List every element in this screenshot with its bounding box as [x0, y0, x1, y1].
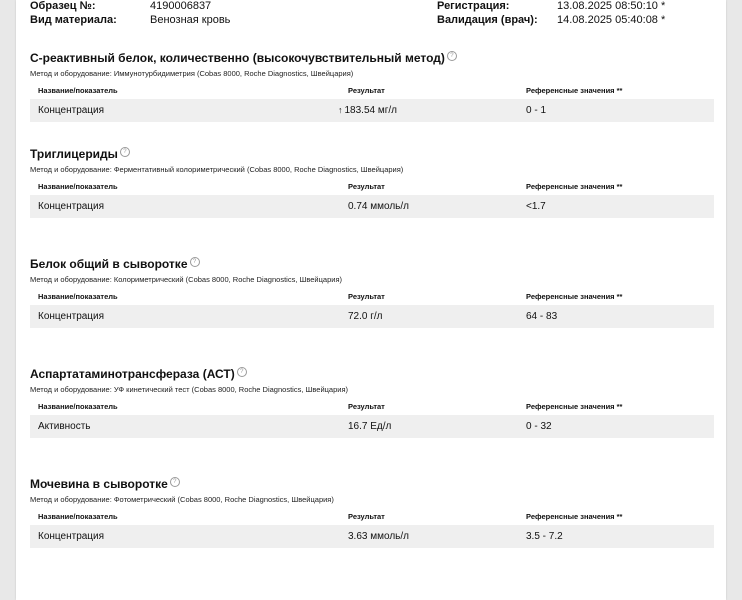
test-title — [30, 476, 714, 492]
col-name: Название/показатель — [38, 292, 118, 301]
col-reference: Референсные значения ** — [526, 86, 623, 95]
question-circle-icon[interactable]: ? — [190, 257, 200, 267]
result-value: 16.7 Ед/л — [348, 421, 392, 432]
result-cell — [338, 99, 397, 122]
sample-value: 4190006837 — [150, 0, 212, 12]
test-title-text: Триглицериды — [30, 147, 118, 161]
col-reference: Референсные значения ** — [526, 182, 623, 191]
registration-value: 13.08.2025 08:50:10 * — [557, 0, 666, 12]
reference-value: 64 - 83 — [526, 311, 558, 322]
test-section-total-protein — [30, 256, 714, 328]
col-name: Название/показатель — [38, 512, 118, 521]
table-header — [30, 402, 714, 414]
test-title-text: С-реактивный белок, количественно (высокочувствительный метод) — [30, 51, 445, 65]
sample-label: Образец №: — [30, 0, 96, 12]
question-circle-icon[interactable]: ? — [170, 477, 180, 487]
validation-value: 14.08.2025 05:40:08 * — [557, 14, 666, 26]
test-title — [30, 366, 714, 382]
param-name: Концентрация — [38, 201, 105, 212]
test-method: Метод и оборудование: Иммунотурбидиметрия (Cobas 8000, Roche Diagnostics, Швейцария) — [30, 69, 354, 78]
table-row — [30, 99, 714, 122]
test-section-urea — [30, 476, 714, 548]
validation-label: Валидация (врач): — [437, 14, 538, 26]
result-value: 183.54 мг/л — [344, 105, 397, 116]
test-title — [30, 146, 714, 162]
header-row-1 — [16, 0, 726, 14]
table-row — [30, 195, 714, 218]
test-title-text: Белок общий в сыворотке — [30, 257, 188, 271]
header-row-2 — [16, 14, 726, 28]
col-name: Название/показатель — [38, 182, 118, 191]
table-row — [30, 525, 714, 548]
result-value: 72.0 г/л — [348, 311, 383, 322]
material-value: Венозная кровь — [150, 14, 231, 26]
param-name: Концентрация — [38, 105, 105, 116]
param-name: Концентрация — [38, 531, 105, 542]
result-value: 0.74 ммоль/л — [348, 201, 409, 212]
reference-value: 0 - 32 — [526, 421, 552, 432]
col-result: Результат — [348, 182, 385, 191]
col-reference: Референсные значения ** — [526, 512, 623, 521]
table-header — [30, 292, 714, 304]
reference-value: <1.7 — [526, 201, 546, 212]
test-section-triglycerides — [30, 146, 714, 218]
param-name: Концентрация — [38, 311, 105, 322]
test-section-crp — [30, 50, 714, 122]
table-header — [30, 182, 714, 194]
question-circle-icon[interactable]: ? — [237, 367, 247, 377]
lab-report-page — [16, 0, 726, 600]
question-circle-icon[interactable]: ? — [120, 147, 130, 157]
table-row — [30, 305, 714, 328]
table-header — [30, 512, 714, 524]
test-title — [30, 256, 714, 272]
test-title-text: Аспартатаминотрансфераза (АСТ) — [30, 367, 235, 381]
result-value: 3.63 ммоль/л — [348, 531, 409, 542]
test-method: Метод и оборудование: Колориметрический (Cobas 8000, Roche Diagnostics, Швейцария) — [30, 275, 343, 284]
col-name: Название/показатель — [38, 86, 118, 95]
arrow-up-icon: ↑ — [338, 105, 343, 115]
question-circle-icon[interactable]: ? — [447, 51, 457, 61]
test-method: Метод и оборудование: Ферментативный колориметрический (Cobas 8000, Roche Diagnostics, Швейцария) — [30, 165, 404, 174]
param-name: Активность — [38, 421, 91, 432]
table-header — [30, 86, 714, 98]
col-reference: Референсные значения ** — [526, 292, 623, 301]
reference-value: 3.5 - 7.2 — [526, 531, 563, 542]
material-label: Вид материала: — [30, 14, 117, 26]
test-method: Метод и оборудование: Фотометрический (Cobas 8000, Roche Diagnostics, Швейцария) — [30, 495, 334, 504]
col-name: Название/показатель — [38, 402, 118, 411]
test-method: Метод и оборудование: УФ кинетический тест (Cobas 8000, Roche Diagnostics, Швейцария) — [30, 385, 349, 394]
col-result: Результат — [348, 512, 385, 521]
col-result: Результат — [348, 292, 385, 301]
table-row — [30, 415, 714, 438]
col-reference: Референсные значения ** — [526, 402, 623, 411]
test-title-text: Мочевина в сыворотке — [30, 477, 168, 491]
test-title — [30, 50, 714, 66]
col-result: Результат — [348, 86, 385, 95]
test-section-ast — [30, 366, 714, 438]
reference-value: 0 - 1 — [526, 105, 547, 116]
registration-label: Регистрация: — [437, 0, 510, 12]
col-result: Результат — [348, 402, 385, 411]
